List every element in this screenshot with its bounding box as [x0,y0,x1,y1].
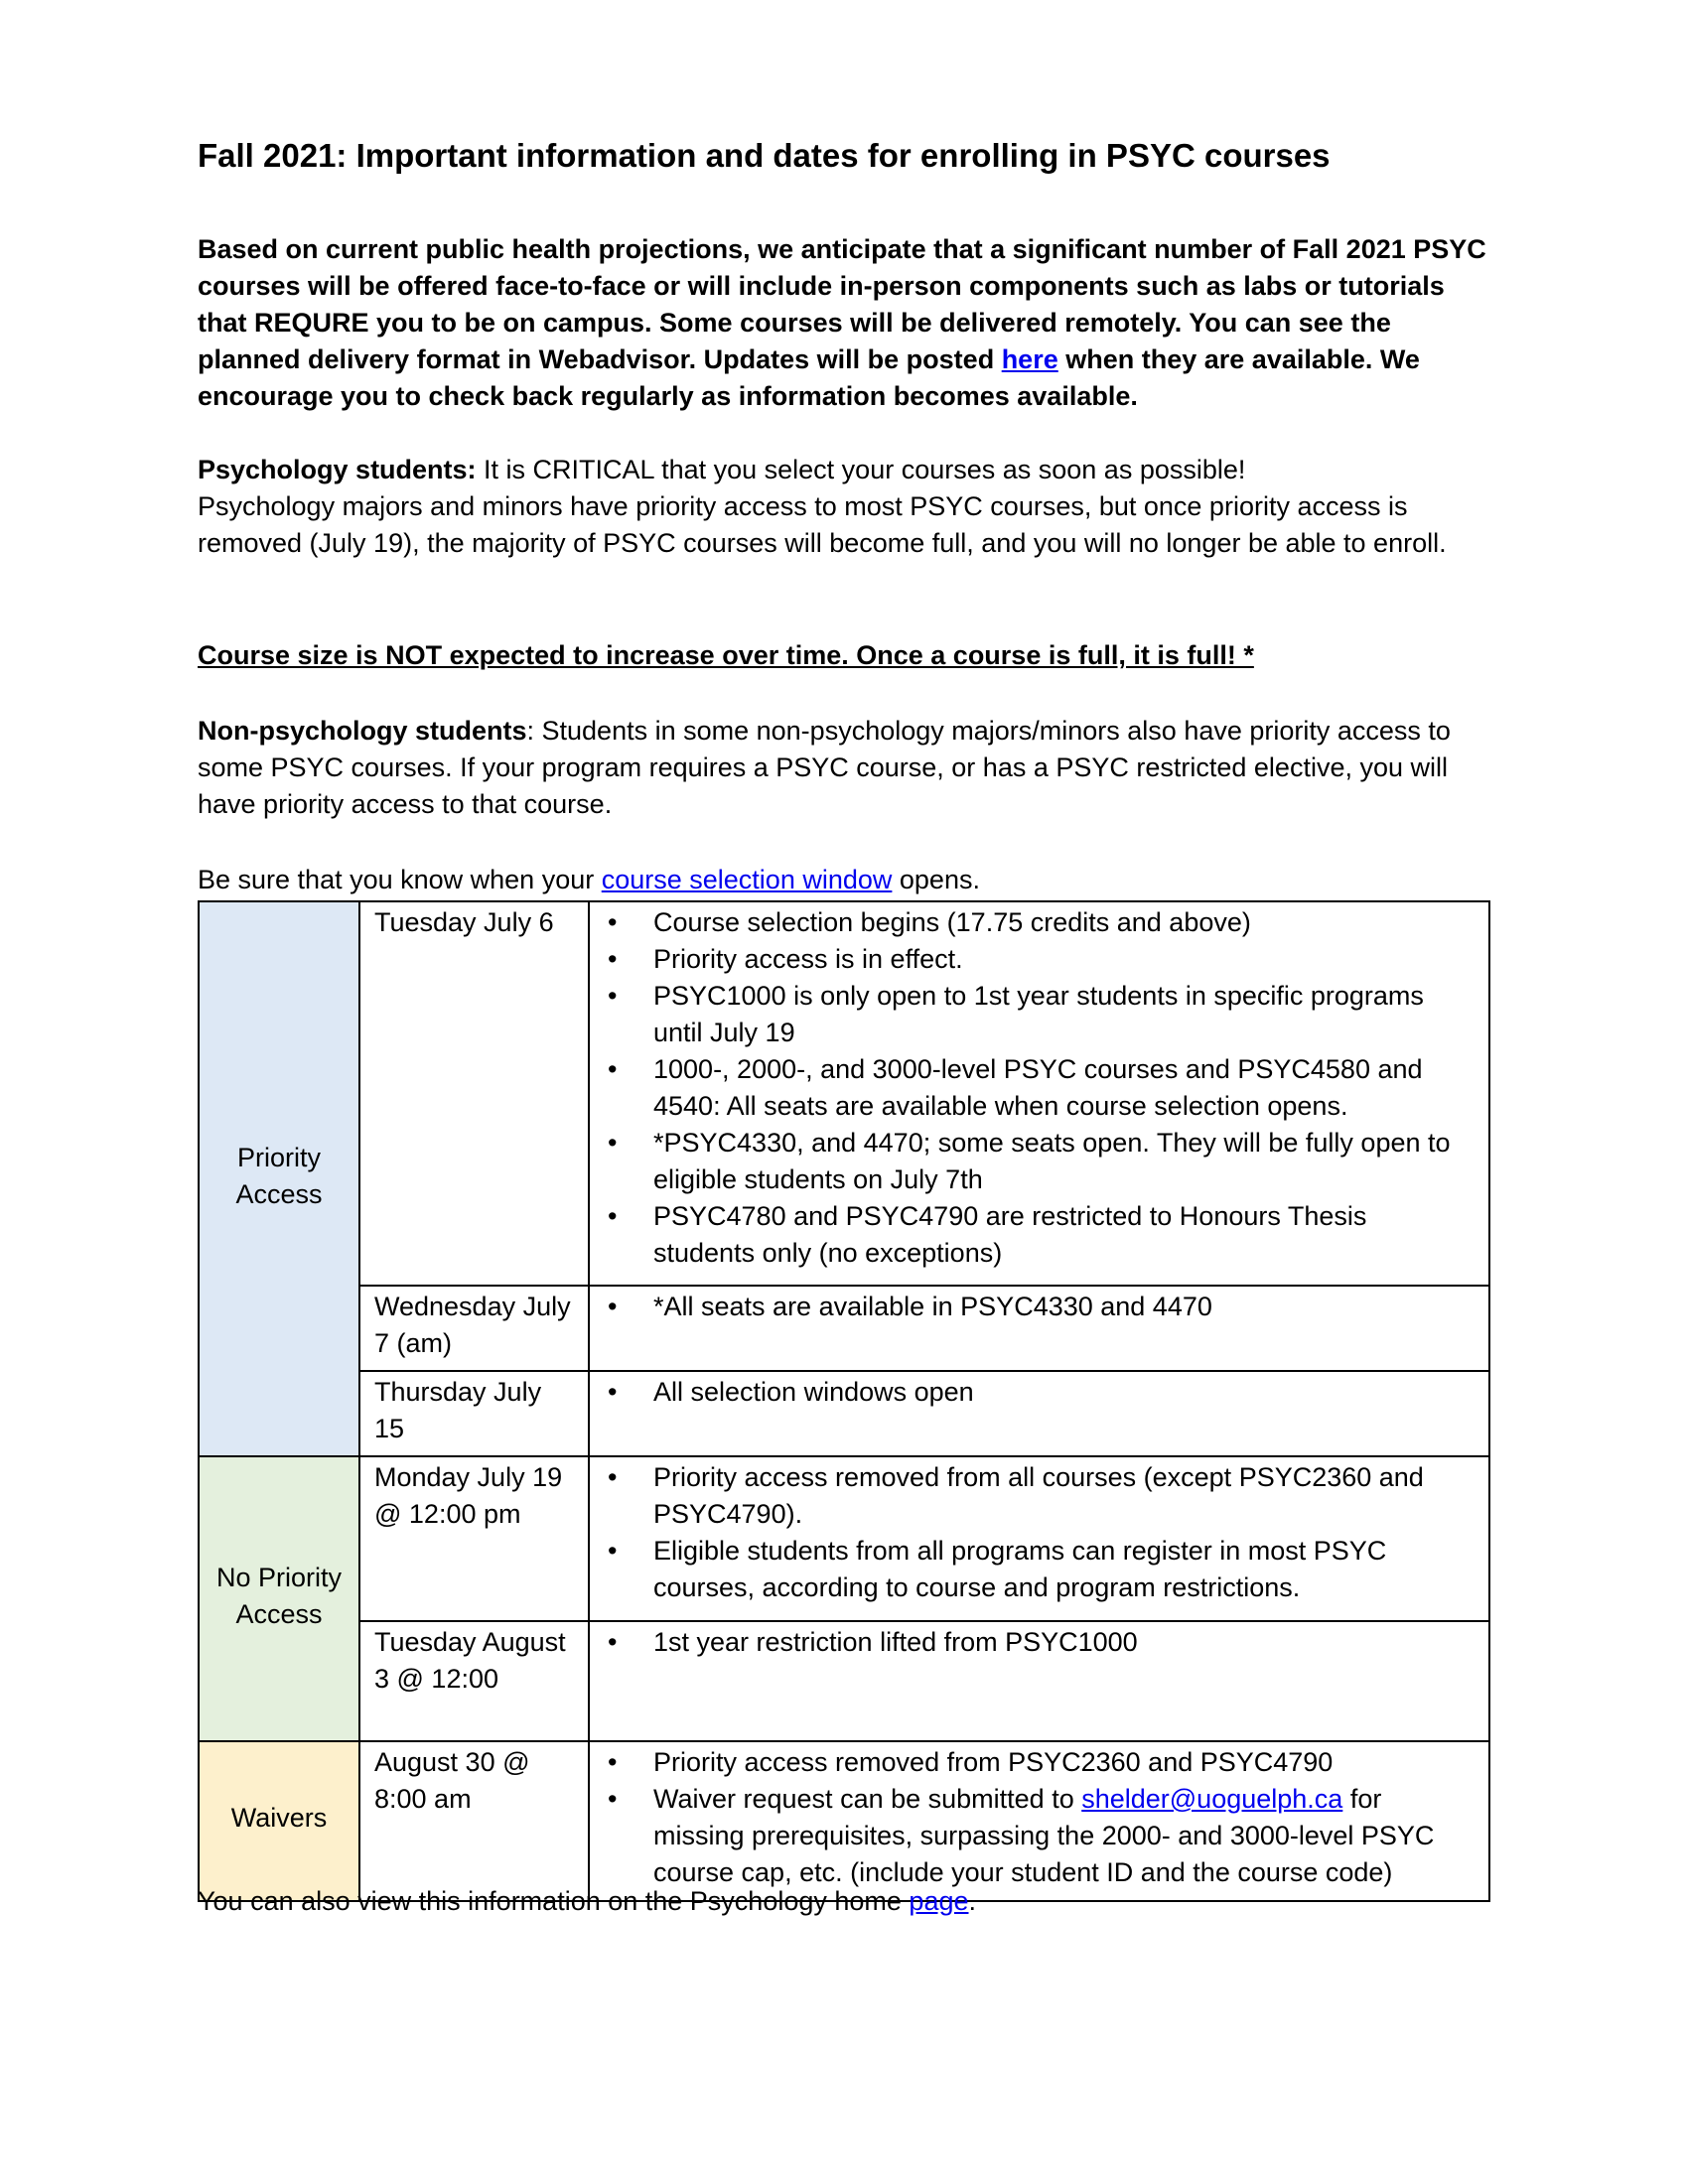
course-selection-window-link[interactable]: course selection window [601,865,893,894]
page-title: Fall 2021: Important information and dates for enrolling in PSYC courses [198,137,1331,174]
footer-note [198,1886,976,1917]
date-cell: Wednesday July 7 (am) [359,1286,589,1371]
nonpsych-paragraph [198,713,1488,823]
bullet-list [604,1289,1475,1325]
date-cell: Tuesday August 3 @ 12:00 [359,1621,589,1741]
psych-label: Psychology students: [198,455,477,484]
bullet-list [604,1459,1475,1606]
window-text: Be sure that you know when your [198,865,602,894]
list-item: • *PSYC4330, and 4470; some seats open. They will be fully open to eligible students on July 7th [604,1125,1475,1198]
list-item: • *All seats are available in PSYC4330 and 4470 [604,1289,1475,1325]
course-size-notice: Course size is NOT expected to increase over time. Once a course is full, it is full! * [198,640,1254,670]
list-item: • Priority access removed from PSYC2360 and PSYC4790 [604,1744,1475,1781]
psych-text-1: It is CRITICAL that you select your courses as soon as possible! [476,455,1246,484]
bullet-list [604,1744,1475,1891]
list-item: • Eligible students from all programs can register in most PSYC courses, according to course and program restrictions. [604,1533,1475,1606]
list-item [604,1781,1475,1891]
table-row [199,1621,1489,1741]
bullet-list [604,904,1475,1272]
selection-window-note [198,862,1488,898]
bullet-list [604,1374,1475,1411]
nonpsych-text: : Students in some non-psychology majors/minors also have priority access to some PSYC courses. If your program requires a PSYC course, or has a PSYC restricted elective, you will have priority access to that course. [198,716,1451,819]
list-item: • Priority access is in effect. [604,941,1475,978]
table-row [199,901,1489,1286]
psych-paragraph [198,452,1488,562]
date-cell: Monday July 19 @ 12:00 pm [359,1456,589,1621]
bullet-list [604,1624,1475,1661]
table-row [199,1371,1489,1456]
email-link[interactable]: shelder@uoguelph.ca [1081,1784,1343,1814]
list-item: • Course selection begins (17.75 credits and above) [604,904,1475,941]
phase-waivers: Waivers [199,1741,359,1901]
list-item: • PSYC4780 and PSYC4790 are restricted to Honours Thesis students only (no exceptions) [604,1198,1475,1272]
items-cell [589,901,1489,1286]
table-row [199,1741,1489,1901]
items-cell [589,1371,1489,1456]
updates-link[interactable]: here [1001,344,1058,374]
psychology-home-page-link[interactable]: page [909,1886,969,1916]
items-cell [589,1286,1489,1371]
list-item: • 1000-, 2000-, and 3000-level PSYC courses and PSYC4580 and 4540: All seats are available when course selection opens. [604,1051,1475,1125]
intro-text-end: when they are available. We encourage you to check back regularly as information becomes available. [198,344,1420,411]
table-row [199,1456,1489,1621]
phase-priority-access: Priority Access [199,901,359,1456]
waiver-text: Waiver request can be submitted to [653,1784,1082,1814]
date-cell: Thursday July 15 [359,1371,589,1456]
items-cell [589,1456,1489,1621]
footer-text-end: . [968,1886,977,1916]
list-item: • 1st year restriction lifted from PSYC1000 [604,1624,1475,1661]
date-cell: Tuesday July 6 [359,901,589,1286]
date-cell: August 30 @ 8:00 am [359,1741,589,1901]
items-cell [589,1741,1489,1901]
footer-text: You can also view this information on the Psychology home [198,1886,910,1916]
psych-text-2: Psychology majors and minors have priority access to most PSYC courses, but once priority access is removed (July 19), the majority of PSYC courses will become full, and you will no longer be able to enroll. [198,491,1447,558]
phase-no-priority-access: No Priority Access [199,1456,359,1741]
waiver-text-end: for missing prerequisites, surpassing the 2000- and 3000-level PSYC course cap, etc. (include your student ID and the course code) [653,1784,1435,1887]
table-row [199,1286,1489,1371]
schedule-table [198,900,1490,1902]
intro-text: Based on current public health projections, we anticipate that a significant number of Fall 2021 PSYC courses will be offered face-to-face or will include in-person components such as labs or tutorials that REQURE you to be on campus. Some courses will be delivered remotely. You can see the planned delivery format in Webadvisor. Updates will be posted [198,234,1486,374]
list-item: • PSYC1000 is only open to 1st year students in specific programs until July 19 [604,978,1475,1051]
window-text-end: opens. [892,865,980,894]
nonpsych-label: Non-psychology students [198,716,527,746]
intro-paragraph [198,231,1488,415]
list-item: • All selection windows open [604,1374,1475,1411]
items-cell [589,1621,1489,1741]
list-item: • Priority access removed from all courses (except PSYC2360 and PSYC4790). [604,1459,1475,1533]
